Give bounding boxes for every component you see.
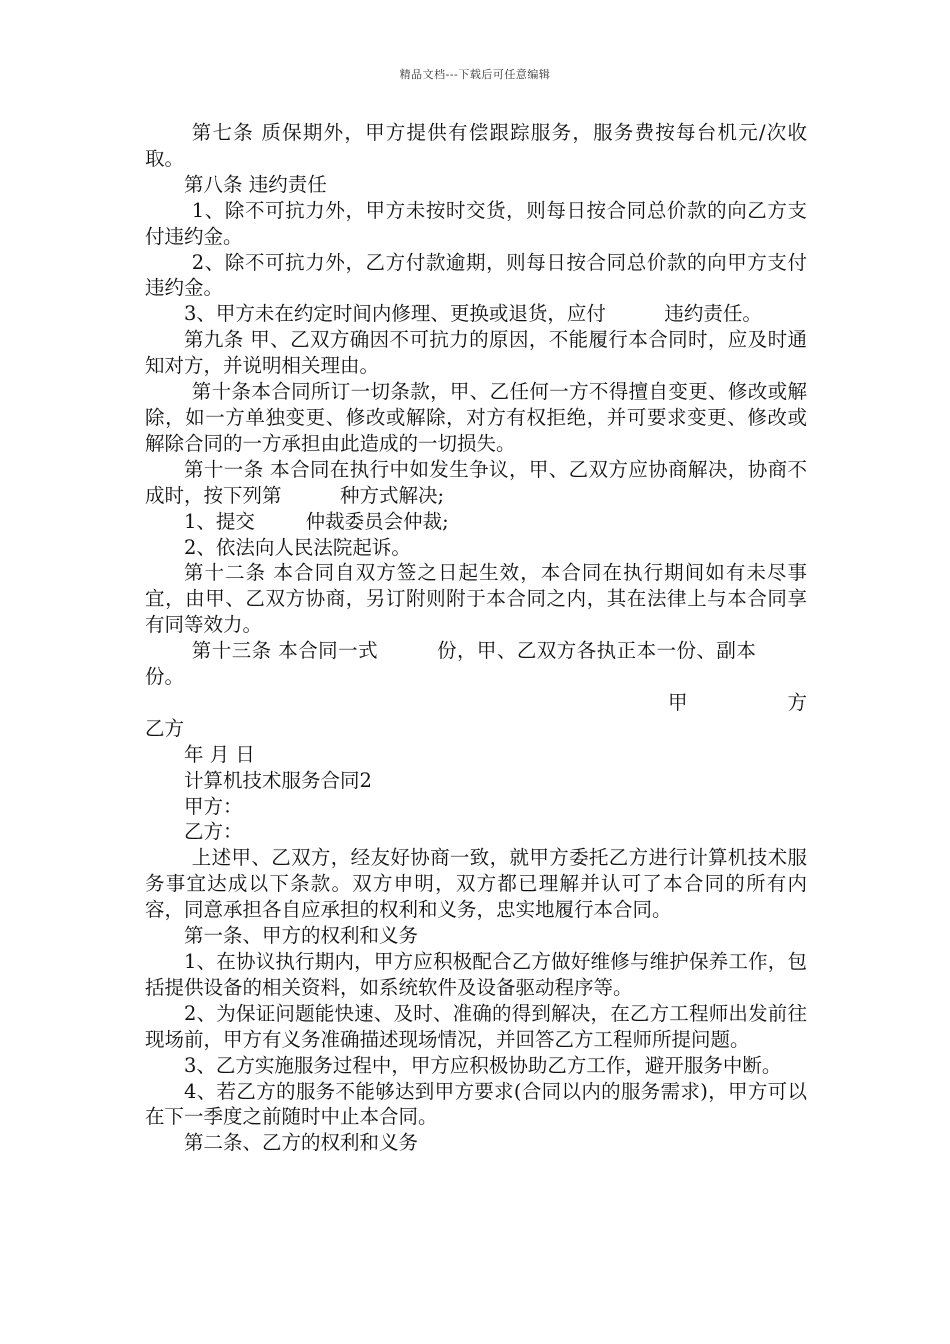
page-header: 精品文档---下载后可任意编辑 [399,68,551,81]
article-1-item-1: 1、在协议执行期内，甲方应积极配合乙方做好维修与维护保养工作，包括提供设备的相关资料，如系统软件及设备驱动程序等。 [145,950,807,999]
party-b-label: 乙方： [184,820,243,844]
article-1-item-2: 2、为保证问题能快速、及时、准确的得到解决，在乙方工程师出发前往现场前，甲方有义务准确描述现场情况，并回答乙方工程师所提问题。 [145,1001,807,1051]
clause-8-item-1: 1、除不可抗力外，甲方未按时交货，则每日按合同总价款的向乙方支付违约金。 [145,198,807,248]
signature-jia-2: 方 [787,690,807,714]
signature-party-a [145,690,807,716]
clause-11-part-a: 第十一条 本合同在执行中如发生争议，甲、乙双方应协商解决，协商不成时，按下列第 [145,457,807,507]
clause-7: 第七条 质保期外，甲方提供有偿跟踪服务，服务费按每台机元/次收取。 [145,121,807,170]
article-2-title: 第二条、乙方的权利和义务 [184,1131,419,1155]
clause-10: 第十条本合同所订一切条款，甲、乙任何一方不得擅自变更、修改或解除，如一方单独变更、修改或解除，对方有权拒绝，并可要求变更、修改或解除合同的一方承担由此造成的一切损失。 [145,380,807,455]
signature-date: 年 月 日 [184,742,255,766]
clause-11-item-1 [145,509,807,535]
contract-2-title: 计算机技术服务合同2 [184,768,372,792]
clause-13 [145,638,807,690]
clause-11-part-b: 种方式解决; [340,483,445,507]
clause-13-part-c: 份。 [145,665,185,689]
clause-11-item-1-part-a: 1、提交 [184,509,255,533]
clause-8-item-3-part-a: 3、甲方未在约定时间内修理、更换或退货，应付 [184,302,606,326]
clause-8-item-3-part-b: 违约责任。 [664,302,762,326]
clause-11-item-1-part-b: 仲裁委员会仲裁; [305,509,449,533]
clause-8-item-3 [145,301,807,327]
clause-12: 第十二条 本合同自双方签之日起生效，本合同在执行期间如有未尽事宜，由甲、乙双方协商，另订附则附于本合同之内，其在法律上与本合同享有同等效力。 [145,561,807,637]
clause-9: 第九条 甲、乙双方确因不可抗力的原因，不能履行本合同时，应及时通知对方，并说明相关理由。 [145,328,807,378]
clause-13-part-b: 份，甲、乙双方各执正本一份、副本 [436,639,757,663]
article-1-item-4: 4、若乙方的服务不能够达到甲方要求(合同以内的服务需求)，甲方可以在下一季度之前随时中止本合同。 [145,1079,807,1129]
clause-13-part-a: 第十三条 本合同一式 [191,639,379,663]
article-1-title: 第一条、甲方的权利和义务 [184,924,419,948]
preamble: 上述甲、乙双方，经友好协商一致，就甲方委托乙方进行计算机技术服务事宜达成以下条款。双方申明，双方都已理解并认可了本合同的所有内容，同意承担各自应承担的权利和义务，忠实地履行本合同。 [145,846,807,922]
document-body [145,120,807,1156]
party-a-label: 甲方： [184,794,243,818]
clause-11 [145,457,807,509]
signature-party-b: 乙方 [145,716,185,740]
clause-11-item-2: 2、依法向人民法院起诉。 [184,535,411,559]
clause-8-title: 第八条 违约责任 [184,172,327,196]
article-1-item-3: 3、乙方实施服务过程中，甲方应积极协助乙方工作，避开服务中断。 [184,1053,782,1077]
signature-jia-1: 甲 [667,690,688,714]
clause-8-item-2: 2、除不可抗力外，乙方付款逾期，则每日按合同总价款的向甲方支付违约金。 [145,250,807,300]
